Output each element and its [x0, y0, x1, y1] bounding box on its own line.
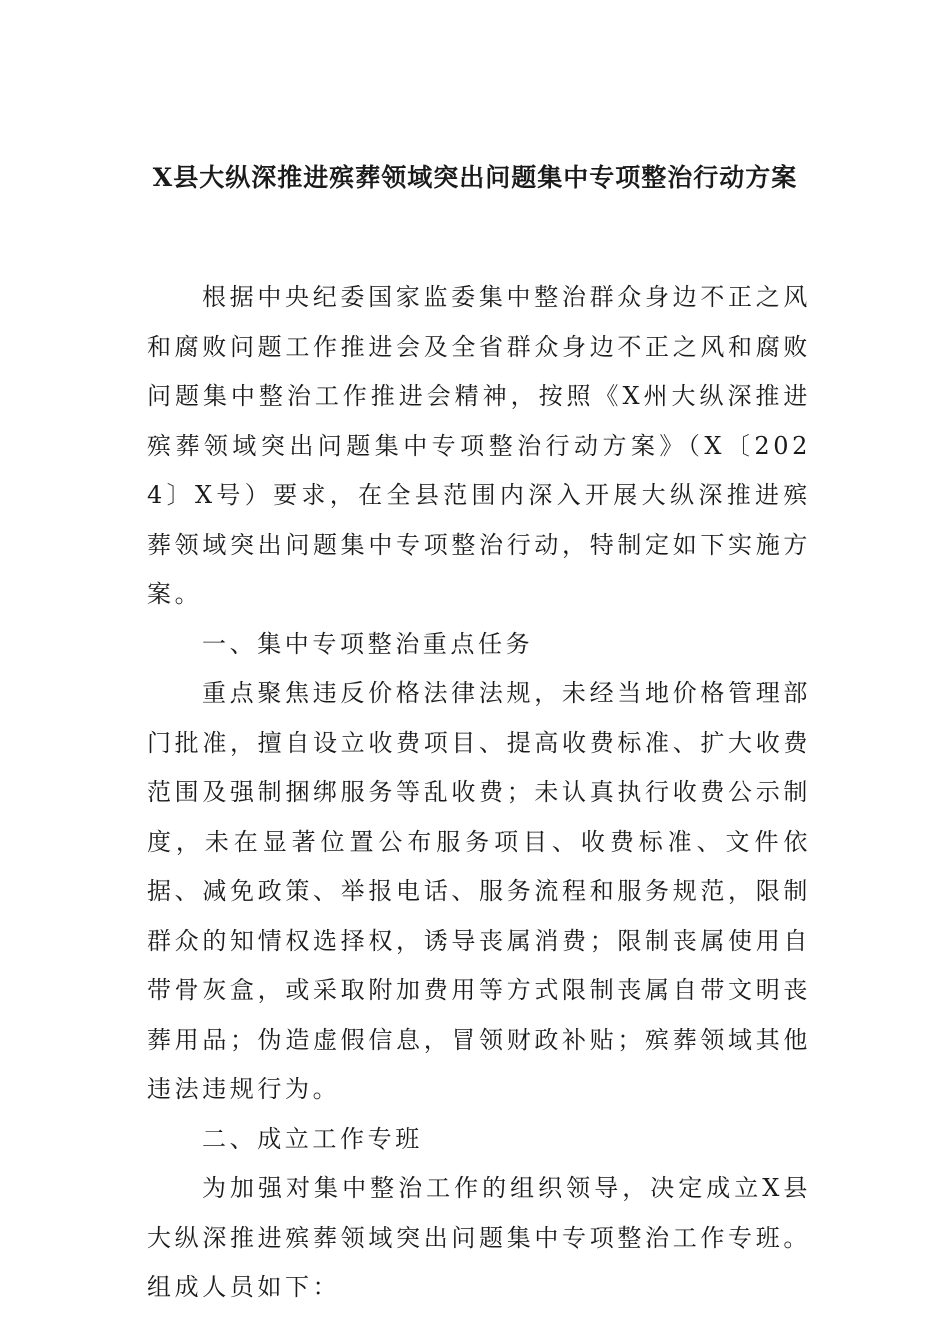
section-heading-1: 一、集中专项整治重点任务 [202, 629, 534, 658]
document-body [147, 273, 811, 1313]
document-title: X县大纵深推进殡葬领域突出问题集中专项整治行动方案 [152, 163, 798, 192]
team-paragraph: 为加强对集中整治工作的组织领导，决定成立X县大纵深推进殡葬领域突出问题集中专项整治工作专班。组成人员如下： [147, 1174, 811, 1301]
section-heading-2: 二、成立工作专班 [202, 1124, 423, 1153]
intro-paragraph: 根据中央纪委国家监委集中整治群众身边不正之风和腐败问题工作推进会及全省群众身边不正之风和腐败问题集中整治工作推进会精神，按照《X州大纵深推进殡葬领域突出问题集中专项整治行动方案》（X〔2024〕X号）要求，在全县范围内深入开展大纵深推进殡葬领域突出问题集中专项整治行动，特制定如下实施方案。 [147, 283, 811, 608]
task-paragraph: 重点聚焦违反价格法律法规，未经当地价格管理部门批准，擅自设立收费项目、提高收费标准、扩大收费范围及强制捆绑服务等乱收费；未认真执行收费公示制度，未在显著位置公布服务项目、收费标准、文件依据、减免政策、举报电话、服务流程和服务规范，限制群众的知情权选择权，诱导丧属消费；限制丧属使用自带骨灰盒，或采取附加费用等方式限制丧属自带文明丧葬用品；伪造虚假信息，冒领财政补贴；殡葬领域其他违法违规行为。 [147, 679, 811, 1103]
